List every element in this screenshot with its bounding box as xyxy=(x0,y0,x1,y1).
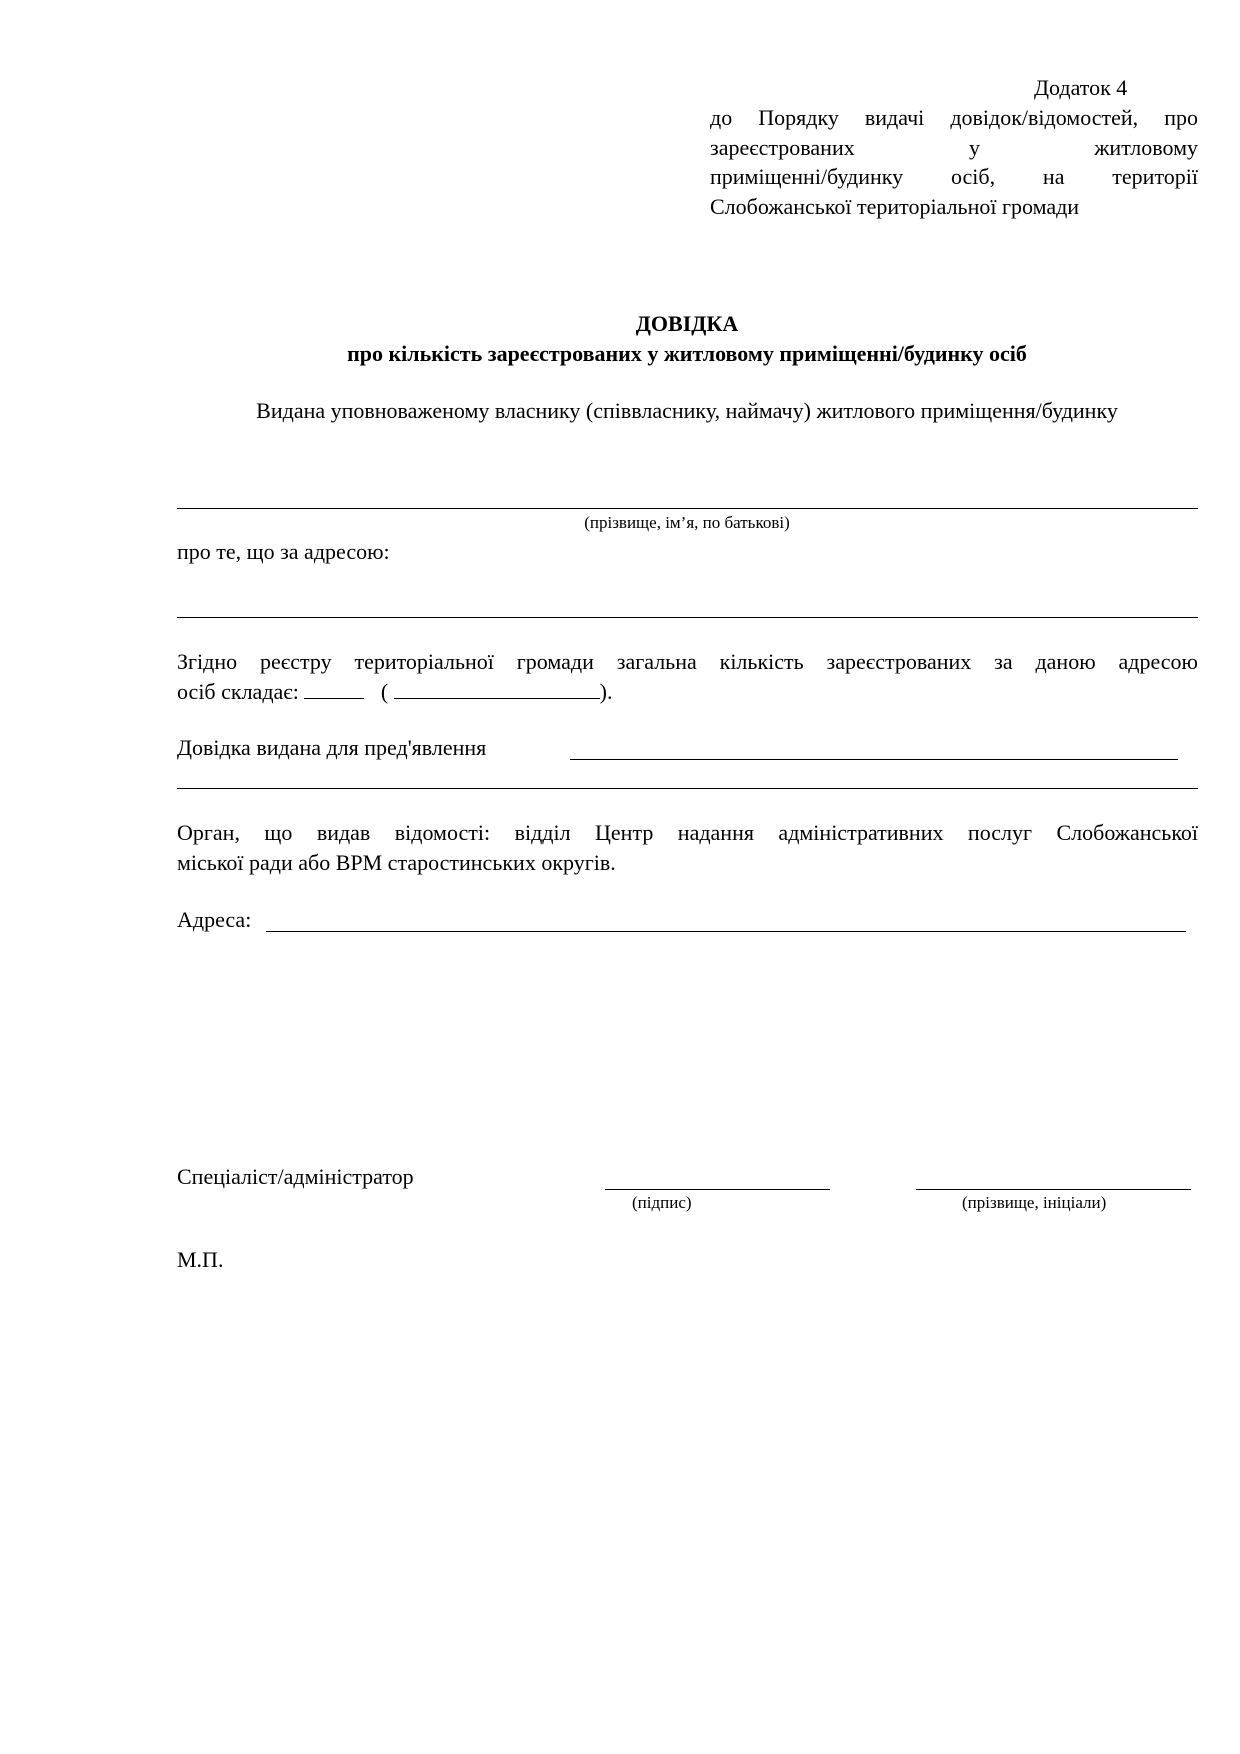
specialist-role: Спеціаліст/адміністратор xyxy=(177,1164,414,1189)
full-name-line xyxy=(177,508,1198,509)
issuer-line-2: міської ради або ВРМ старостинських округів. xyxy=(177,850,616,875)
register-statement xyxy=(177,647,1198,707)
presentation-label: Довідка видана для пред'явлення xyxy=(177,735,487,760)
signature-line xyxy=(605,1189,830,1190)
register-line-1: Згідно реєстру територіальної громади загальна кількість зареєстрованих за даною адресою xyxy=(177,649,1198,674)
certificate-subtitle: про кількість зареєстрованих у житловому приміщенні/будинку осіб xyxy=(347,341,1027,366)
name-initials-line xyxy=(916,1189,1191,1190)
name-initials-caption: (прізвище, ініціали) xyxy=(962,1193,1107,1212)
issuer-address-line xyxy=(266,931,1186,932)
register-line-2 xyxy=(177,677,1198,707)
presentation-line xyxy=(570,759,1178,760)
appendix-line: приміщенні/будинку осіб, на території xyxy=(710,164,1198,189)
issuer-address-label: Адреса: xyxy=(177,907,252,932)
full-name-caption: (прізвище, ім’я, по батькові) xyxy=(584,513,790,532)
close-paren: ). xyxy=(599,679,613,704)
register-count-label: осіб складає: xyxy=(177,679,299,704)
issuer-line-1: Орган, що видав відомості: відділ Центр надання адміністративних послуг Слобожанської xyxy=(177,820,1198,845)
issued-to-text: Видана уповноваженому власнику (співвласнику, наймачу) житлового приміщення/будинку xyxy=(256,398,1118,423)
count-words-blank xyxy=(394,678,600,699)
appendix-line: до Порядку видачі довідок/відомостей, про xyxy=(710,105,1198,130)
open-paren: ( xyxy=(380,679,389,704)
address-intro: про те, що за адресою: xyxy=(177,539,390,564)
appendix-title: Додаток 4 xyxy=(1034,75,1128,100)
certificate-title: ДОВІДКА xyxy=(635,311,739,336)
signature-caption: (підпис) xyxy=(632,1193,692,1212)
appendix-reference xyxy=(710,103,1198,221)
count-number-blank xyxy=(304,678,364,699)
issuer-statement xyxy=(177,818,1198,878)
address-line xyxy=(177,617,1198,618)
appendix-line: Слобожанської територіальної громади xyxy=(710,193,1080,219)
stamp-place: М.П. xyxy=(177,1247,224,1272)
appendix-line: зареєстрованих у житловому xyxy=(710,134,1198,160)
presentation-line-2 xyxy=(177,788,1198,789)
